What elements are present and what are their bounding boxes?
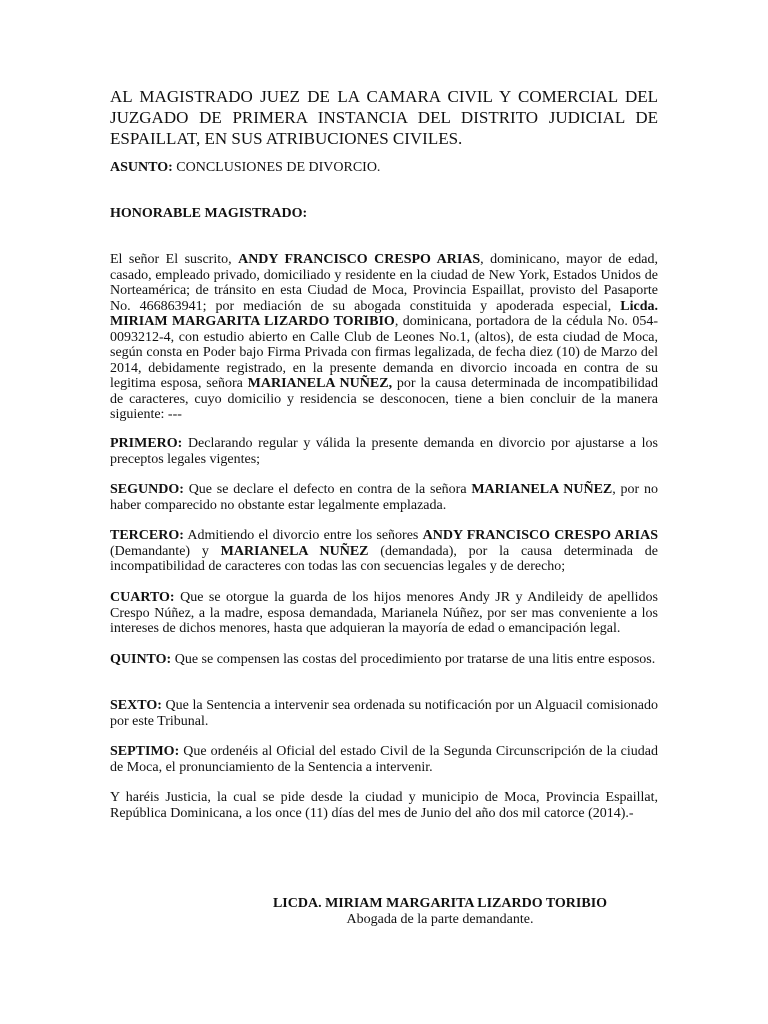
clause-text: Que la Sentencia a intervenir sea ordenada su notificación por un Alguacil comisionado por este Tribunal. [110, 698, 658, 729]
clause-text: Declarando regular y válida la presente demanda en divorcio por ajustarse a los preceptos legales vigentes; [110, 436, 658, 467]
clause-label: SEGUNDO: [110, 482, 184, 497]
clause-segundo [110, 482, 658, 513]
attorney-name: Licda. MIRIAM MARGARITA LIZARDO TORIBIO [110, 298, 658, 329]
clause-label: PRIMERO: [110, 436, 183, 451]
plaintiff-name: ANDY FRANCISCO CRESPO ARIAS [422, 528, 658, 543]
clause-text: (demandada), por la causa determinada de incompatibilidad de caracteres con todas las con secuencias legales y de derecho; [110, 543, 659, 574]
defendant-name: MARIANELA NUÑEZ [471, 482, 613, 497]
clause-quinto [110, 652, 658, 668]
clause-text: Que ordenéis al Oficial del estado Civil de la Segunda Circunscripción de la ciudad de Moca, el pronunciamiento de la Sentencia a intervenir. [110, 744, 658, 775]
clause-text: Admitiendo el divorcio entre los señores [183, 528, 423, 543]
subject-line [110, 160, 380, 176]
clause-sexto [110, 698, 658, 729]
clause-label: QUINTO: [110, 652, 172, 667]
subject-label: ASUNTO: [110, 160, 173, 175]
intro-text-3: , dominicana, portadora de la cédula No. 054-0093212-4, con estudio abierto en Calle Club de Leones No.1, (altos), de esta ciudad de Moca, según consta en Poder bajo Firma Privada con firmas legalizada, de fecha diez (10) de Marzo del 2014, debidamente registrado, en la presente demanda en divorcio incoada en contra de su legitima esposa, señora [110, 314, 658, 391]
signature-role: Abogada de la parte demandante. [346, 912, 534, 927]
clause-tercero [110, 528, 658, 575]
clause-label: SEXTO: [110, 698, 162, 713]
salutation: HONORABLE MAGISTRADO: [110, 206, 308, 221]
clause-text: , por no haber comparecido no obstante estar legalmente emplazada. [110, 482, 658, 513]
signature-block [260, 896, 620, 928]
clause-text: Que se declare el defecto en contra de la señora [183, 482, 472, 497]
clause-label: SEPTIMO: [110, 744, 180, 759]
intro-text-1: El señor El suscrito, [110, 252, 239, 267]
clause-text: Que se compensen las costas del procedimiento por tratarse de una litis entre esposos. [171, 652, 656, 667]
document-addressee: AL MAGISTRADO JUEZ DE LA CAMARA CIVIL Y COMERCIAL DEL JUZGADO DE PRIMERA INSTANCIA DEL DISTRITO JUDICIAL DE ESPAILLAT, EN SUS ATRIBUCIONES CIVILES. [110, 87, 658, 148]
defendant-name: MARIANELA NUÑEZ, [247, 376, 393, 391]
plaintiff-name: ANDY FRANCISCO CRESPO ARIAS [238, 252, 481, 267]
clause-septimo [110, 744, 658, 775]
subject-text: CONCLUSIONES DE DIVORCIO. [172, 160, 381, 175]
intro-text-4: por la causa determinada de incompatibilidad de caracteres, cuyo domicilio y residencia se desconocen, tiene a bien concluir de la manera siguiente: --- [110, 376, 659, 422]
signature-name: LICDA. MIRIAM MARGARITA LIZARDO TORIBIO [272, 896, 608, 911]
intro-paragraph [110, 252, 658, 423]
defendant-name: MARIANELA NUÑEZ [220, 543, 369, 559]
intro-text-2: , dominicano, mayor de edad, casado, empleado privado, domiciliado y residente en la ciudad de New York, Estados Unidos de Norteamérica; de tránsito en esta Ciudad de Moca, Provincia Espaillat, provisto del Pasaporte No. 466863941; por mediación de su abogada constituida y apoderada especial, [110, 252, 658, 314]
closing-paragraph: Y haréis Justicia, la cual se pide desde la ciudad y municipio de Moca, Provincia Espaillat, República Dominicana, a los once (11) días del mes de Junio del año dos mil catorce (2014).- [110, 790, 658, 821]
clause-text: (Demandante) y [110, 543, 221, 559]
clause-text: Que se otorgue la guarda de los hijos menores Andy JR y Andileidy de apellidos Crespo Núñez, a la madre, esposa demandada, Marianela Núñez, por ser mas conveniente a los intereses de dichos menores, hasta que adquieran la mayoría de edad o emancipación legal. [110, 590, 658, 636]
clause-label: TERCERO: [110, 528, 184, 543]
clause-label: CUARTO: [110, 590, 175, 605]
clause-cuarto [110, 590, 658, 637]
clause-primero [110, 436, 658, 467]
